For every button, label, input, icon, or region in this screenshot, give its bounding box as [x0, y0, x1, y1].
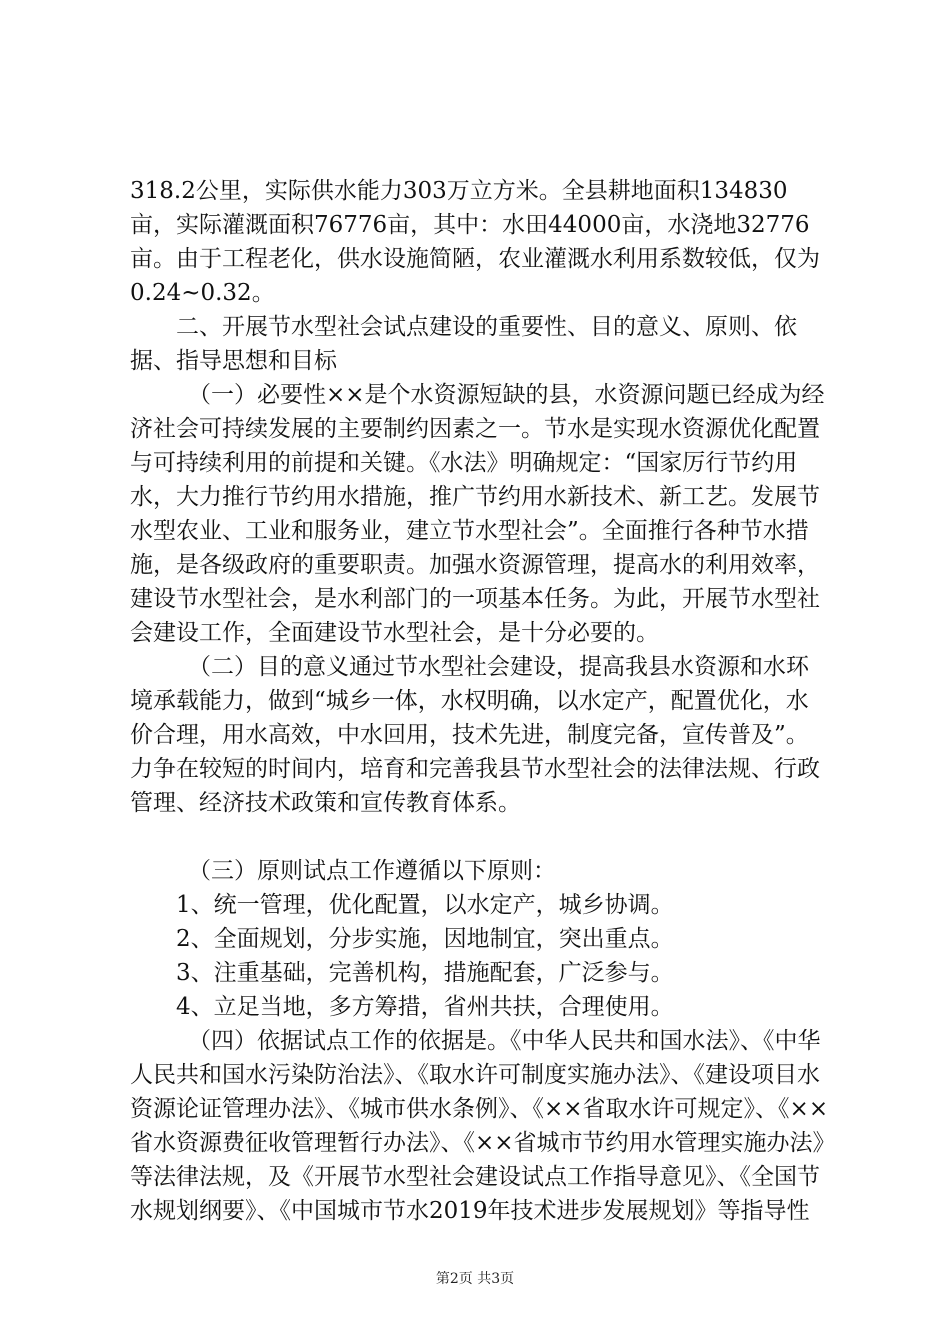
paragraph-purpose: （二）目的意义通过节水型社会建设，提高我县水资源和水环境承载能力，做到“城乡一体，水权明确，以水定产，配置优化，水价合理，用水高效，中水回用，技术先进，制度完备，宣传普及”。力争在较短的时间内，培育和完善我县节水型社会的法律法规、行政管理、经济技术政策和宣传教育体系。 [130, 654, 820, 816]
principle-item-2: 2、全面规划，分步实施，因地制宜，突出重点。 [176, 926, 674, 952]
principle-item-1: 1、统一管理，优化配置，以水定产，城乡协调。 [176, 892, 674, 918]
paragraph-legal-basis: （四）依据试点工作的依据是。《中华人民共和国水法》、《中华人民共和国水污染防治法》、《取水许可制度实施办法》、《建设项目水资源论证管理办法》、《城市供水条例》、《××省取水许可规定》、《××省水资源费征收管理暂行办法》、《××省城市节约用水管理实施办法》等法律法规，及《开展节水型社会建设试点工作指导意见》、《全国节水规划纲要》、《中国城市节水2019年技术进步发展规划》等指导性 [130, 1028, 829, 1224]
heading-section-two: 二、开展节水型社会试点建设的重要性、目的意义、原则、依据、指导思想和目标 [130, 314, 797, 374]
document-body [130, 174, 830, 1228]
principle-item-4: 4、立足当地，多方筹措，省州共扶，合理使用。 [176, 994, 674, 1020]
paragraph-principles-intro: （三）原则试点工作遵循以下原则： [188, 858, 556, 884]
page-number: 第2页 共3页 [435, 1271, 515, 1287]
paragraph-necessity: （一）必要性××是个水资源短缺的县，水资源问题已经成为经济社会可持续发展的主要制约因素之一。节水是实现水资源优化配置与可持续利用的前提和关键。《水法》明确规定：“国家厉行节约用水，大力推行节约用水措施，推广节约用水新技术、新工艺。发展节水型农业、工业和服务业，建立节水型社会”。全面推行各种节水措施，是各级政府的重要职责。加强水资源管理，提高水的利用效率，建设节水型社会，是水利部门的一项基本任务。为此，开展节水型社会建设工作，全面建设节水型社会，是十分必要的。 [130, 382, 825, 646]
paragraph-water-supply-stats: 318.2公里，实际供水能力303万立方米。全县耕地面积134830亩，实际灌溉面积76776亩，其中：水田44000亩，水浇地32776亩。由于工程老化，供水设施简陋，农业灌溉水利用系数较低，仅为0.24~0.32。 [130, 178, 820, 306]
principle-item-3: 3、注重基础，完善机构，措施配套，广泛参与。 [176, 960, 674, 986]
page-footer [0, 1268, 950, 1288]
